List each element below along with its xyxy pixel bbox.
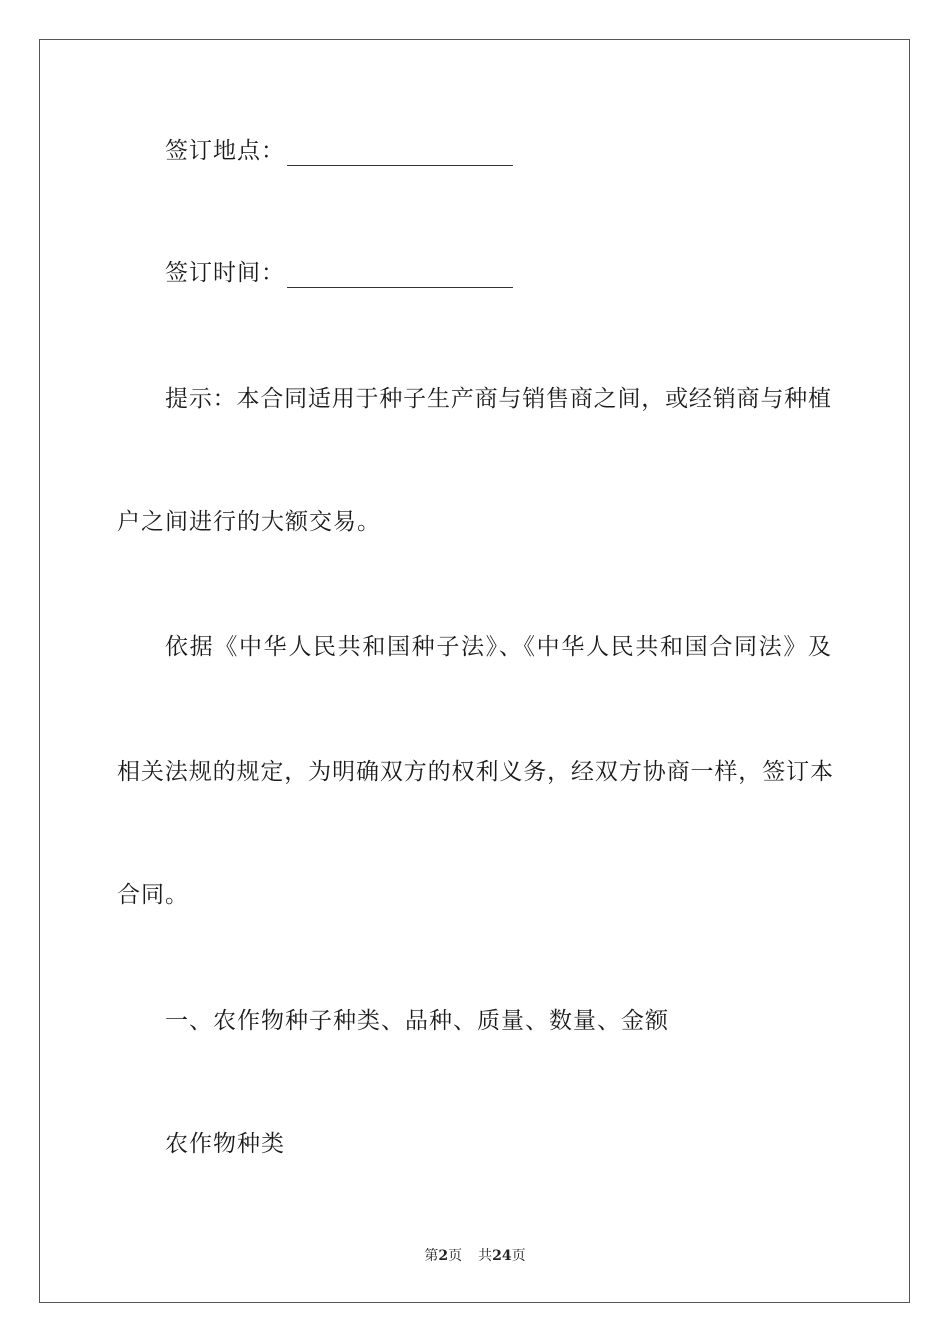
basis-paragraph-line-1: 依据《中华人民共和国种子法》、《中华人民共和国合同法》及 — [165, 634, 831, 660]
footer-total-pages: 24 — [492, 1248, 512, 1264]
page-border — [39, 39, 910, 1303]
tip-paragraph-line-2: 户之间进行的大额交易。 — [117, 509, 381, 535]
basis-paragraph-line-2: 相关法规的规定，为明确双方的权利义务，经双方协商一样，签订本 — [117, 759, 833, 785]
footer-page-prefix: 第 — [424, 1248, 439, 1264]
footer-total-prefix: 共 — [478, 1248, 493, 1264]
signing-time-blank[interactable] — [287, 269, 513, 288]
signing-time-field — [165, 258, 513, 288]
footer-total-suffix: 页 — [511, 1248, 526, 1264]
section-1-heading: 一、农作物种子种类、品种、质量、数量、金额 — [165, 1008, 669, 1034]
tip-paragraph-line-1: 提示：本合同适用于种子生产商与销售商之间，或经销商与种植 — [165, 386, 831, 412]
footer-page-suffix: 页 — [448, 1248, 463, 1264]
page-footer — [0, 1247, 950, 1265]
signing-time-label: 签订时间： — [165, 260, 285, 286]
crop-type-label: 农作物种类 — [165, 1131, 285, 1157]
basis-paragraph-line-3: 合同。 — [117, 882, 189, 908]
signing-place-field — [165, 136, 513, 166]
footer-page-number: 2 — [438, 1248, 449, 1264]
signing-place-label: 签订地点： — [165, 138, 285, 164]
signing-place-blank[interactable] — [287, 147, 513, 166]
